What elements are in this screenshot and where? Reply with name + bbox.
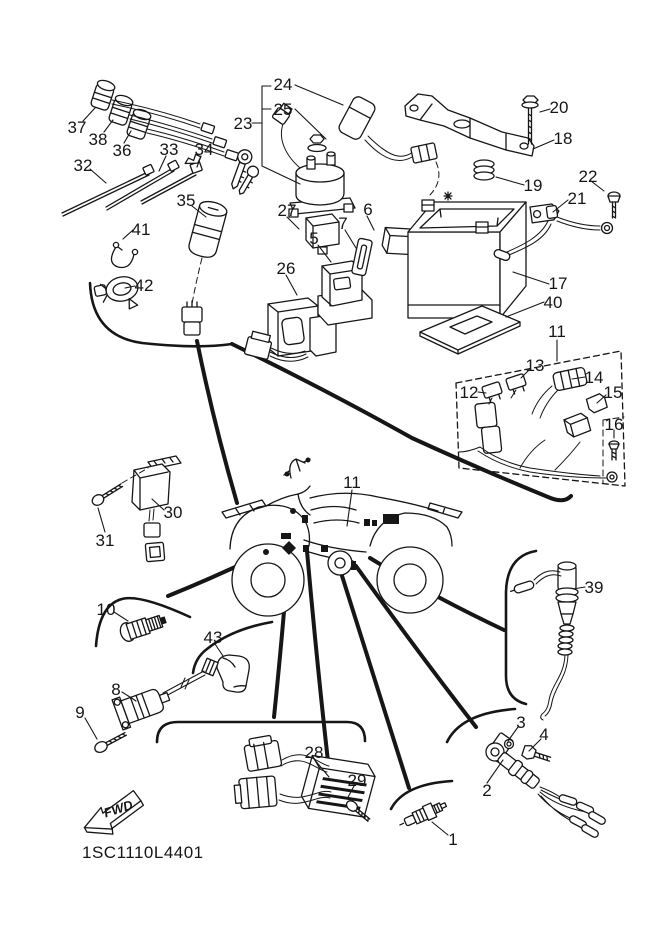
callout-43: 43 <box>203 628 223 647</box>
mount-plate <box>351 238 372 276</box>
callout-16: 16 <box>604 415 624 434</box>
callout-40: 40 <box>543 293 563 312</box>
callout-13: 13 <box>525 356 545 375</box>
terminal-screw <box>608 192 620 218</box>
callout-2: 2 <box>482 781 492 800</box>
callout-3: 3 <box>516 713 526 732</box>
ignition-coil <box>112 681 174 730</box>
callout-22: 22 <box>578 167 598 186</box>
callout-4: 4 <box>539 725 549 744</box>
callout-30: 30 <box>163 503 183 522</box>
callout-32: 32 <box>73 156 93 175</box>
wire-hook <box>111 242 137 267</box>
callout-33: 33 <box>159 140 179 159</box>
callout-24: 24 <box>273 75 293 94</box>
pickup-coil-assembly <box>482 732 606 838</box>
callout-8: 8 <box>111 680 121 699</box>
spark-plug <box>397 798 449 832</box>
callout-25: 25 <box>273 100 293 119</box>
callout-15: 15 <box>603 383 623 402</box>
callout-18: 18 <box>553 129 573 148</box>
callout-37: 37 <box>67 118 87 137</box>
part-code: 1SC1110L4401 <box>82 843 204 862</box>
callout-12: 12 <box>459 383 479 402</box>
callout-36: 36 <box>112 141 132 160</box>
callout-1: 1 <box>448 830 458 849</box>
callout-21: 21 <box>567 189 587 208</box>
callout-9: 9 <box>75 703 85 722</box>
callout-34: 34 <box>194 140 214 159</box>
fwd-label: FWD <box>101 797 135 821</box>
callout-19: 19 <box>523 176 543 195</box>
rubber-damper <box>474 160 494 180</box>
callout-7: 7 <box>338 214 348 233</box>
callout-17: 17 <box>548 274 568 293</box>
callout-11: 11 <box>548 322 566 341</box>
bracket-bolt-31 <box>90 481 124 507</box>
callout-6: 6 <box>363 200 373 219</box>
callout-27: 27 <box>277 201 297 220</box>
callout-14: 14 <box>584 368 604 387</box>
switch-connector <box>182 301 202 335</box>
spark-plug-cap <box>163 655 249 697</box>
coil-bolt <box>93 729 128 754</box>
callout-31: 31 <box>95 531 115 550</box>
atv-outline <box>222 458 462 617</box>
callout-38: 38 <box>88 130 108 149</box>
callout-29: 29 <box>347 771 367 790</box>
callout-26: 26 <box>276 259 296 278</box>
callout-41: 41 <box>131 220 151 239</box>
callout-5: 5 <box>309 229 319 248</box>
neutral-switch <box>118 611 169 644</box>
callout-11: 11 <box>343 473 361 492</box>
callout-39: 39 <box>584 578 604 597</box>
callout-23: 23 <box>233 114 253 133</box>
wire-lead-sensor <box>509 562 578 720</box>
callout-10: 10 <box>96 600 116 619</box>
fwd-arrow <box>78 789 149 842</box>
callout-28: 28 <box>304 743 324 762</box>
callout-35: 35 <box>176 191 196 210</box>
callout-20: 20 <box>549 98 569 117</box>
callout-42: 42 <box>134 276 154 295</box>
